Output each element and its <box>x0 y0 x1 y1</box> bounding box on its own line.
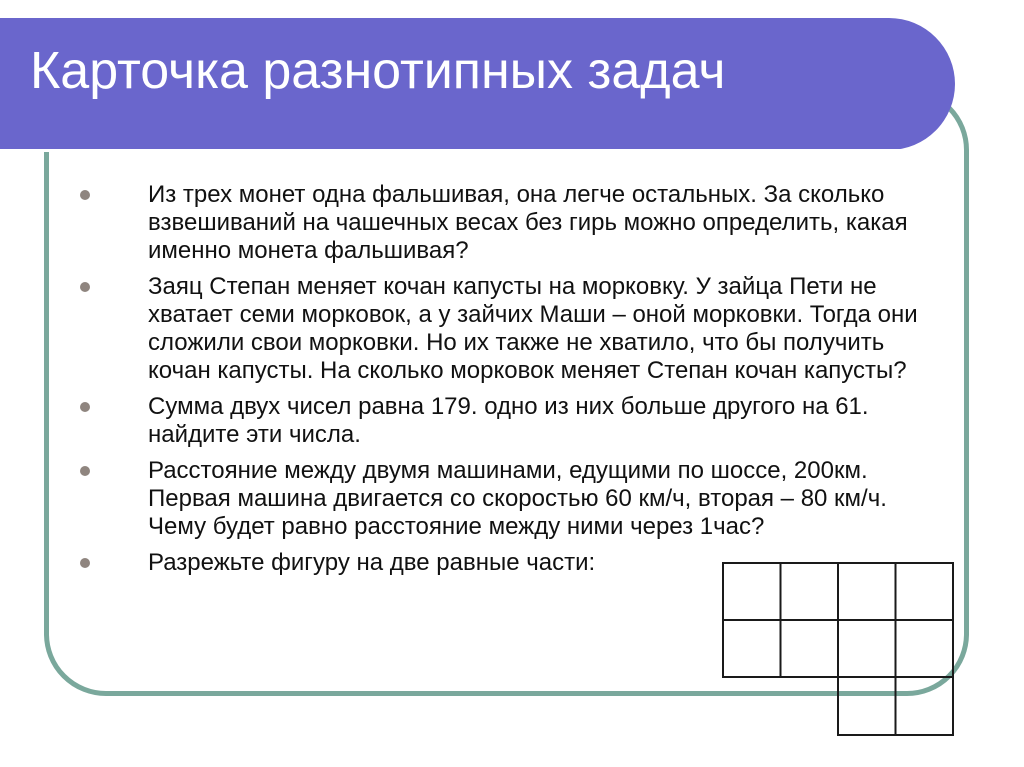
grid-cell <box>781 620 839 677</box>
grid-cell <box>723 563 781 620</box>
grid-cell <box>838 677 896 735</box>
grid-cell <box>896 620 954 677</box>
grid-cell <box>781 563 839 620</box>
title-underline <box>0 149 910 152</box>
grid-cell <box>896 563 954 620</box>
task-text: Расстояние между двумя машинами, едущими по шоссе, 200км. Первая машина двигается со скоростью 60 км/ч, вторая – 80 км/ч. Чему будет равно расстояние между ними через 1час? <box>148 457 887 540</box>
task-item <box>70 393 950 449</box>
slide-title: Карточка разнотипных задач <box>30 42 726 100</box>
task-item <box>70 457 950 541</box>
grid-cell <box>838 563 896 620</box>
task-text: Из трех монет одна фальшивая, она легче остальных. За сколько взвешиваний на чашечных весах без гирь можно определить, какая именно монета фальшивая? <box>148 181 908 264</box>
bullet-icon <box>80 402 90 412</box>
bullet-icon <box>80 466 90 476</box>
bullet-icon <box>80 190 90 200</box>
task-text: Заяц Степан меняет кочан капусты на морковку. У зайца Пети не хватает семи морковок, а у зайчих Маши – оной морковки. Тогда они сложили свои морковки. Но их также не хватило, что бы получить кочан капусты. На сколько морковок меняет Степан кочан капусты? <box>148 273 918 384</box>
task-list <box>70 181 950 585</box>
task-text: Разрежьте фигуру на две равные части: <box>148 549 596 576</box>
grid-cell <box>838 620 896 677</box>
grid-cell <box>896 677 954 735</box>
task-item <box>70 181 950 265</box>
bullet-icon <box>80 558 90 568</box>
bullet-icon <box>80 282 90 292</box>
task-text: Сумма двух чисел равна 179. одно из них больше другого на 61. найдите эти числа. <box>148 393 869 448</box>
task-item <box>70 273 950 385</box>
grid-cell <box>723 620 781 677</box>
cut-figure-grid <box>722 562 954 736</box>
